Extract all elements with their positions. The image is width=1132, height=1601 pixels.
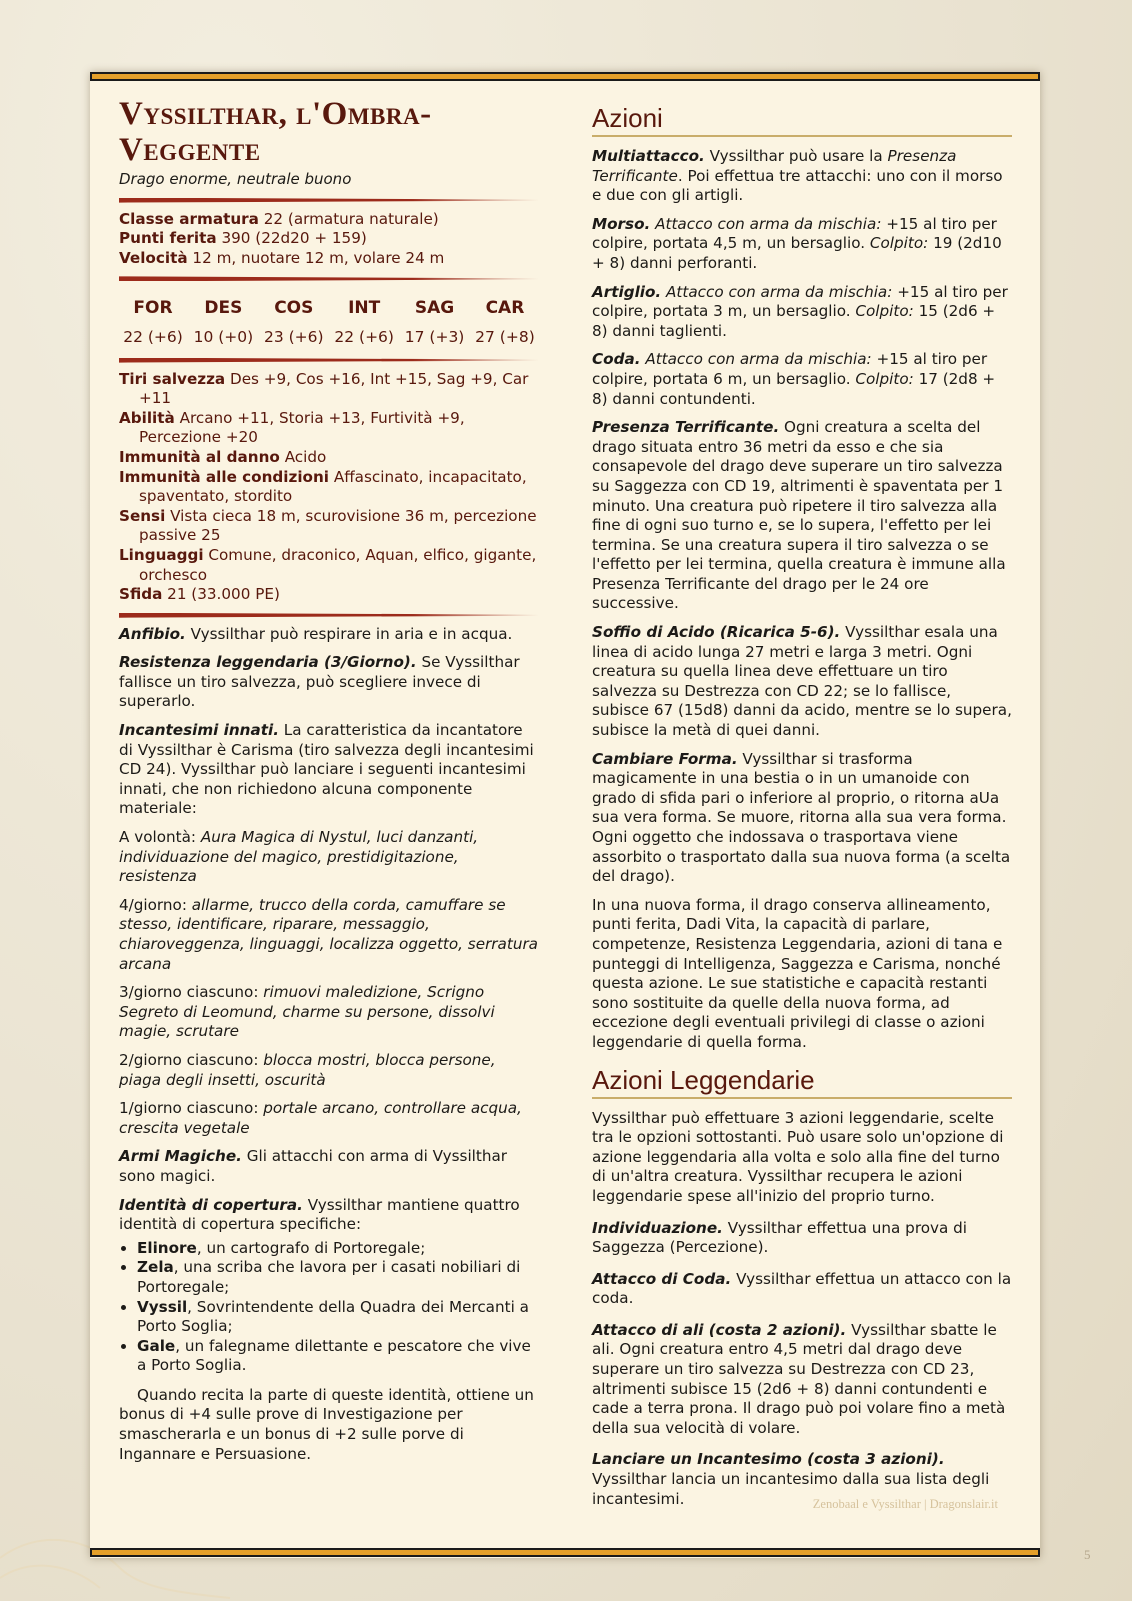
- list-item: • Elinore, un cartografo di Portoregale;: [137, 1239, 539, 1259]
- divider: [119, 358, 539, 363]
- action-soffio: Soffio di Acido (Ricarica 5-6). Vyssilthar esala una linea di acido lunga 27 metri e larga 3 metri. Ogni creatura su quella linea deve effettuare un tiro salvezza su Destrezza con CD 22; se lo fallisce, subisce 67 (15d8) danni da acido, mentre se lo supera, subisce la metà di quei danni.: [592, 623, 1012, 740]
- ability-des: DES 10 (+0): [193, 298, 254, 346]
- trait-incantesimi: Incantesimi innati. La caratteristica da incantatore di Vyssilthar è Carisma (tiro salvezza degli incantesimi CD 24). Vyssilthar può lanciare i seguenti incantesimi innati, che non richiedono alcuna componente materiale:: [119, 721, 534, 818]
- legendary-attacco-coda: Attacco di Coda. Vyssilthar effettua un attacco con la coda.: [592, 1269, 1012, 1308]
- trait-resistenza: Resistenza leggendaria (3/Giorno). Se Vyssilthar fallisce un tiro salvezza, può scegliere invece di superarlo.: [119, 653, 520, 711]
- action-nuova-forma: In una nuova forma, il drago conserva allineamento, punti ferita, Dadi Vita, la capacità di parlare, competenze, Resistenza Leggendaria, azioni di tana e punteggi di Intelligenza, Saggezza e Carisma, nonché questa azione. Le sue statistiche e capacità restanti sono sostituite da quelle della nuova forma, ad eccezione degli eventuali privilegi di classe o azioni leggendarie di quella forma.: [592, 895, 1003, 1051]
- identity-note: Quando recita la parte di queste identità, ottiene un bonus di +4 sulle prove di Investigazione per smascherarla e un bonus di +2 sulle porve di Ingannare e Persuasione.: [119, 1385, 534, 1463]
- speed: Velocità 12 m, nuotare 12 m, volare 24 m: [119, 248, 445, 267]
- ability-int: INT 22 (+6): [334, 298, 394, 346]
- list-item: • Zela, una scriba che lavora per i casati nobiliari di Portoregale;: [137, 1258, 539, 1297]
- senses: Sensi Vista cieca 18 m, scurovisione 36 m, percezione passive 25: [119, 506, 537, 545]
- divider: [119, 198, 539, 203]
- legendary-attacco-ali: Attacco di ali (costa 2 azioni). Vyssilthar sbatte le ali. Ogni creatura entro 4,5 metri dal drago deve superare un tiro salvezza su Destrezza con CD 23, altrimenti subisce 15 (2d6 + 8) danni contundenti e cade a terra prona. Il drago può poi volare fino a metà della sua velocità di volare.: [592, 1320, 1006, 1437]
- identity-list: [119, 1239, 539, 1376]
- spell-list-3-day: 3/giorno ciascuno: rimuovi maledizione, Scrigno Segreto di Leomund, charme su persone, dissolvi magie, scrutare: [119, 983, 495, 1041]
- actions-heading: Azioni: [592, 103, 1012, 137]
- trait-armi-magiche: Armi Magiche. Gli attacchi con arma di Vyssilthar sono magici.: [119, 1147, 508, 1185]
- ability-cos: COS 23 (+6): [263, 298, 324, 346]
- damage-immunities: Immunità al danno Acido: [119, 447, 327, 466]
- action-artiglio: Artiglio. Attacco con arma da mischia: +15 al tiro per colpire, portata 3 m, un bersaglio. Colpito: 15 (2d6 + 8) danni taglienti.: [592, 282, 1008, 340]
- spell-list-4-day: 4/giorno: allarme, trucco della corda, camuffare se stesso, identificare, riparare, messaggio, chiaroveggenza, linguaggi, localizza oggetto, serratura arcana: [119, 895, 538, 973]
- action-morso: Morso. Attacco con arma da mischia: +15 al tiro per colpire, portata 4,5 m, un bersaglio. Colpito: 19 (2d10 + 8) danni perforanti.: [592, 214, 1002, 272]
- ability-scores: [119, 299, 539, 347]
- divider: [119, 276, 539, 281]
- action-coda: Coda. Attacco con arma da mischia: +15 al tiro per colpire, portata 6 m, un bersaglio. Colpito: 17 (2d8 + 8) danni contundenti.: [592, 350, 996, 408]
- monster-type: Drago enorme, neutrale buono: [119, 170, 352, 188]
- legendary-individuazione: Individuazione. Vyssilthar effettua una prova di Saggezza (Percezione).: [592, 1218, 968, 1257]
- trait-identita: Identità di copertura. Vyssilthar mantiene quattro identità di copertura specifiche:: [119, 1195, 520, 1234]
- list-item: • Gale, un falegname dilettante e pescatore che vive a Porto Soglia.: [137, 1337, 539, 1376]
- right-column: [592, 96, 1012, 1518]
- challenge: Sfida 21 (33.000 PE): [119, 585, 280, 604]
- hit-points: Punti ferita 390 (22d20 + 159): [119, 229, 367, 248]
- skills: Abilità Arcano +11, Storia +13, Furtività +9, Percezione +20: [119, 408, 465, 447]
- monster-name: Vyssilthar, l'Ombra-Veggente: [119, 96, 432, 168]
- page-footer: Zenobaal e Vyssilthar | Dragonslair.it: [812, 1497, 998, 1511]
- page-number: 5: [1084, 1547, 1091, 1562]
- legendary-intro: Vyssilthar può effettuare 3 azioni leggendarie, scelte tra le opzioni sottostanti. Può usare solo un'opzione di azione leggendaria alla volta e solo alla fine del turno di un'altra creatura. Vyssilthar recupera le azioni leggendarie spese all'inizio del proprio turno.: [592, 1108, 1004, 1205]
- ability-car: CAR 27 (+8): [475, 298, 535, 346]
- action-cambiare-forma: Cambiare Forma. Vyssilthar si trasforma magicamente in una bestia o in un umanoide con grado di sfida pari o inferiore al proprio, o ritorna aUa sua vera forma. Se muore, ritorna alla sua vera forma. Ogni oggetto che indossava o trasportava viene assorbito o trasportato dalla sua nuova forma (a scelta del drago).: [592, 749, 1011, 886]
- ability-sag: SAG 17 (+3): [404, 298, 465, 346]
- spell-list-at-will: A volontà: Aura Magica di Nystul, luci danzanti, individuazione del magico, prestidigitazione, resistenza: [119, 828, 479, 886]
- spell-list-2-day: 2/giorno ciascuno: blocca mostri, blocca persone, piaga degli insetti, oscurità: [119, 1050, 496, 1089]
- armor-class: Classe armatura 22 (armatura naturale): [119, 209, 439, 228]
- spell-list-1-day: 1/giorno ciascuno: portale arcano, controllare acqua, crescita vegetale: [119, 1099, 522, 1137]
- languages: Linguaggi Comune, draconico, Aquan, elfico, gigante, orchesco: [119, 545, 537, 584]
- stat-block-bottom-bar: [90, 1548, 1040, 1557]
- trait-anfibio: Anfibio. Vyssilthar può respirare in aria e in acqua.: [119, 624, 513, 643]
- condition-immunities: Immunità alle condizioni Affascinato, incapacitato, spaventato, stordito: [119, 467, 527, 506]
- legendary-heading: Azioni Leggendarie: [592, 1065, 1012, 1099]
- stat-block-top-bar: [90, 72, 1040, 81]
- list-item: • Vyssil, Sovrintendente della Quadra dei Mercanti a Porto Soglia;: [137, 1298, 539, 1337]
- left-column: [119, 96, 539, 1473]
- action-presenza: Presenza Terrificante. Ogni creatura a scelta del drago situata entro 36 metri da esso e che sia consapevole del drago deve superare un tiro salvezza su Saggezza con CD 19, altrimenti è spaventata per 1 minuto. Una creatura può ripetere il tiro salvezza alla fine di ogni suo turno e, se lo supera, l'effetto per lei termina. Se una creatura supera il tiro salvezza o se l'effetto per lei termina, quella creatura è immune alla Presenza Terrificante del drago per le 24 ore successive.: [592, 418, 1006, 613]
- saving-throws: Tiri salvezza Des +9, Cos +16, Int +15, Sag +9, Car +11: [119, 369, 529, 408]
- divider: [119, 613, 539, 618]
- ability-for: FOR 22 (+6): [123, 298, 183, 346]
- action-multiattacco: Multiattacco. Vyssilthar può usare la Presenza Terrificante. Poi effettua tre attacchi: uno con il morso e due con gli artigli.: [592, 147, 1003, 205]
- legendary-lanciare-incantesimo: Lanciare un Incantesimo (costa 3 azioni). Vyssilthar lancia un incantesimo dalla sua lista degli incantesimi.: [592, 1450, 990, 1508]
